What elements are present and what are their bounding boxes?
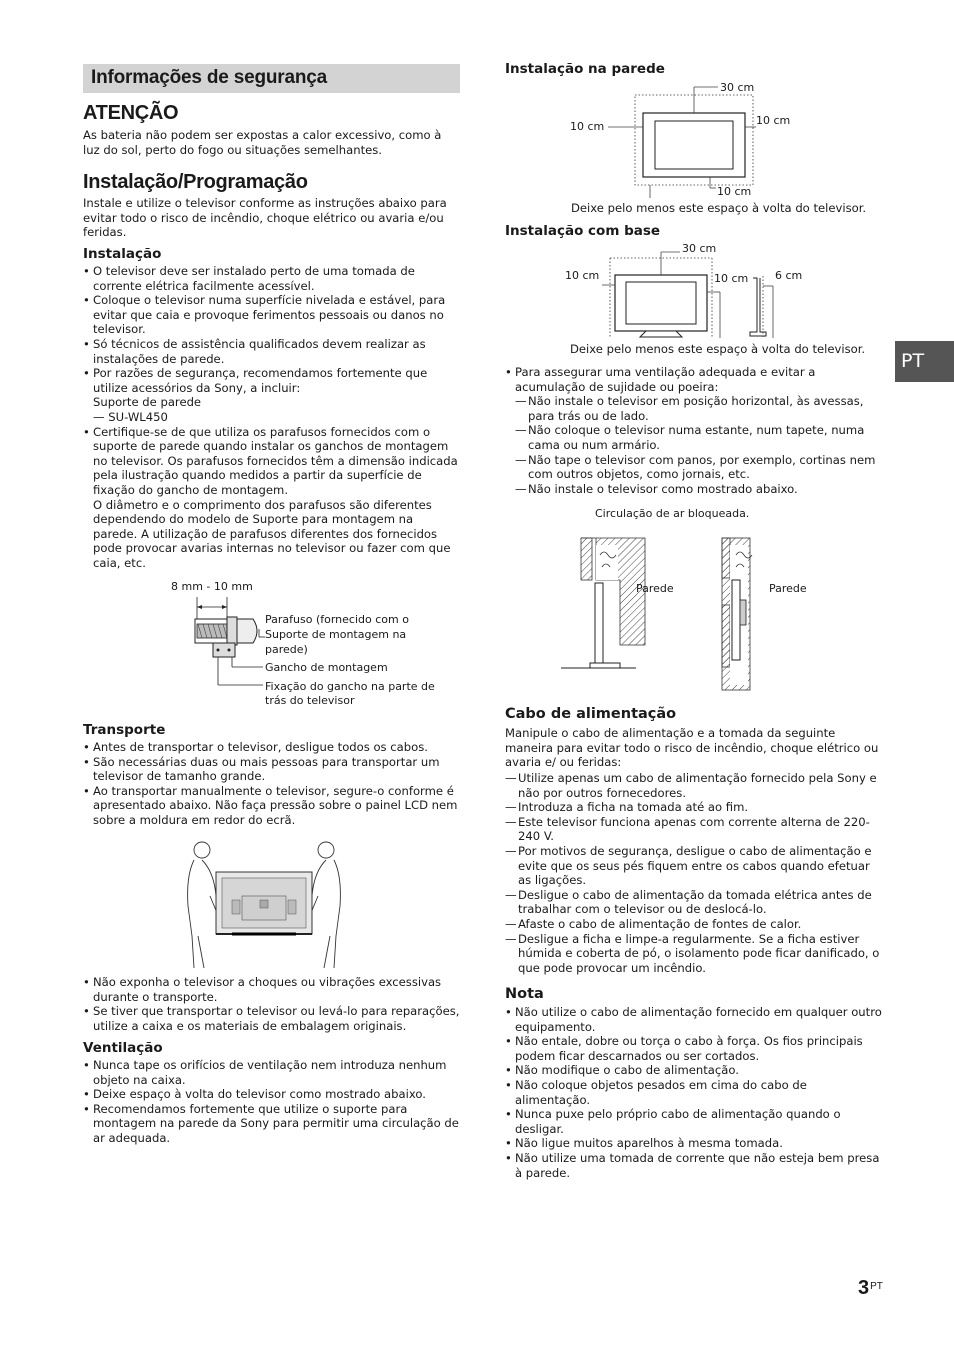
cabo-heading: Cabo de alimentação (505, 706, 677, 722)
list-item: • Não ligue muitos aparelhos à mesma tomada. (505, 1136, 883, 1151)
list-item: • O televisor deve ser instalado perto de uma tomada de corrente elétrica facilmente acessível. (83, 264, 461, 293)
screw-label-line1: Parafuso (fornecido com o (265, 613, 409, 626)
list-item (83, 366, 461, 424)
hook-label: Gancho de montagem (265, 661, 388, 674)
airflow-diagram (556, 505, 826, 695)
atencao-heading: ATENÇÃO (83, 102, 179, 124)
list-item: — Não coloque o televisor numa estante, num tapete, numa cama ou num armário. (515, 423, 883, 452)
ventilation-notes (505, 365, 883, 496)
list-item: — Este televisor funciona apenas com corrente alterna de 220-240 V. (505, 815, 883, 844)
list-item: — Por motivos de segurança, desligue o cabo de alimentação e evite que os seus pés fiquem entre os cabos quando efetuar as ligações. (505, 844, 883, 888)
list-item: — Utilize apenas um cabo de alimentação fornecido pela Sony e não por outros fornecedores. (505, 771, 883, 800)
stand-side-clearance: 6 cm (775, 269, 803, 282)
screw-label-line2: Suporte de montagem na (265, 628, 407, 641)
list-item (83, 425, 461, 571)
screw-label-line3: parede) (265, 643, 308, 656)
list-item: • Nunca puxe pelo próprio cabo de alimentação quando o desligar. (505, 1107, 883, 1136)
transport-illustration (180, 836, 350, 970)
airflow-svg (556, 505, 826, 695)
airflow-caption: Circulação de ar bloqueada. (595, 507, 750, 520)
list-item: • Não utilize uma tomada de corrente que não esteja bem presa à parede. (505, 1151, 883, 1180)
stand-top-clearance: 30 cm (682, 242, 717, 255)
ventilation-notes-list (505, 365, 883, 394)
wall-right-clearance: 10 cm (756, 114, 791, 127)
list-item: — Não tape o televisor com panos, por exemplo, cortinas nem com outros objetos, como jornais, etc. (515, 453, 883, 482)
list-item: — Desligue a ficha e limpe-a regularmente. Se a ficha estiver húmida e coberta de pó, o isolamento pode ficar danificado, o que pode provocar um incêndio. (505, 932, 883, 976)
stand-clearance-svg (560, 240, 870, 340)
transport-illustration-svg (180, 836, 350, 970)
airflow-wall-label-right: Parede (769, 582, 807, 595)
ventilacao-list (83, 1058, 461, 1146)
nota-heading: Nota (505, 986, 544, 1002)
list-item: • Antes de transportar o televisor, desligue todos os cabos. (83, 740, 461, 755)
transporte-list (83, 740, 461, 828)
wall-clearance-diagram (560, 80, 860, 200)
list-item: — Introduza a ficha na tomada até ao fim. (505, 800, 883, 815)
instalacao-list (83, 264, 461, 570)
screw-dimension-label: 8 mm - 10 mm (171, 580, 253, 593)
accessory-model: — SU-WL450 (93, 409, 168, 424)
section-title-bar (83, 64, 460, 93)
accessory-name: Suporte de parede (93, 395, 202, 410)
list-item: • Para assegurar uma ventilação adequada e evitar a acumulação de sujidade ou poeira: (505, 365, 883, 394)
wall-caption: Deixe pelo menos este espaço à volta do televisor. (571, 201, 867, 215)
list-item-text: Certifique-se de que utiliza os parafusos fornecidos com o suporte de parede quando instalar os ganchos de montagem no televisor. Os parafusos fornecidos têm a dimensão indicada pela ilustração quando medidos a partir da superfície de fixação do gancho de montagem. (93, 424, 458, 497)
language-tab: PT (895, 341, 954, 382)
atencao-text: As bateria não podem ser expostas a calor excessivo, como à luz do sol, perto do fogo ou situações semelhantes. (83, 128, 442, 157)
list-item: • Se tiver que transportar o televisor ou levá-lo para reparações, utilize a caixa e os materiais de embalagem originais. (83, 1004, 461, 1033)
stand-right-clearance: 10 cm (714, 272, 749, 285)
airflow-wall-label-left: Parede (636, 582, 674, 595)
screw-diagram-svg (165, 577, 455, 712)
transporte-list-2 (83, 975, 461, 1033)
list-item: • Recomendamos fortemente que utilize o suporte para montagem na parede da Sony para permitir uma circulação de ar adequada. (83, 1102, 461, 1146)
stand-left-clearance: 10 cm (565, 269, 600, 282)
nota-list (505, 1005, 883, 1180)
section-title: Informações de segurança (91, 67, 327, 88)
list-item: • Não modifique o cabo de alimentação. (505, 1063, 883, 1078)
list-item: • Não utilize o cabo de alimentação fornecido em qualquer outro equipamento. (505, 1005, 883, 1034)
list-item: • Não coloque objetos pesados em cima do cabo de alimentação. (505, 1078, 883, 1107)
list-item: — Afaste o cabo de alimentação de fontes de calor. (505, 917, 883, 932)
cabo-list (505, 771, 883, 975)
list-item: — Não instale o televisor em posição horizontal, às avessas, para trás ou de lado. (515, 394, 883, 423)
fix-label-line1: Fixação do gancho na parte de (265, 680, 435, 693)
instalacao-programacao-heading: Instalação/Programação (83, 171, 308, 193)
list-item: • Ao transportar manualmente o televisor, segure-o conforme é apresentado abaixo. Não faça pressão sobre o painel LCD nem sobre a moldura em redor do ecrã. (83, 784, 461, 828)
page-number (858, 1277, 883, 1299)
list-item-text: O diâmetro e o comprimento dos parafusos são diferentes dependendo do modelo de Suporte para montagem na parede. A utilização de parafusos diferentes dos fornecidos pode provocar avarias internas no televisor ou fazer com que caia, etc. (93, 497, 451, 570)
list-item: • Só técnicos de assistência qualificados devem realizar as instalações de parede. (83, 337, 461, 366)
list-item-text: Por razões de segurança, recomendamos fortemente que utilize acessórios da Sony, a incluir: (93, 366, 428, 395)
stand-caption: Deixe pelo menos este espaço à volta do televisor. (570, 342, 866, 356)
wall-left-clearance: 10 cm (570, 120, 605, 133)
list-item: • Não exponha o televisor a choques ou vibrações excessivas durante o transporte. (83, 975, 461, 1004)
ventilation-notes-sublist (515, 394, 883, 496)
transporte-heading: Transporte (83, 722, 166, 738)
page-number-value: 3 (858, 1277, 870, 1299)
list-item: — Desligue o cabo de alimentação da tomada elétrica antes de trabalhar com o televisor ou de deslocá-lo. (505, 888, 883, 917)
list-item: • São necessárias duas ou mais pessoas para transportar um televisor de tamanho grande. (83, 755, 461, 784)
instalacao-programacao-intro: Instale e utilize o televisor conforme as instruções abaixo para evitar todo o risco de incêndio, choque elétrico ou avaria e/ou feridas. (83, 196, 447, 240)
base-heading: Instalação com base (505, 223, 661, 239)
list-item: • Nunca tape os orifícios de ventilação nem introduza nenhum objeto na caixa. (83, 1058, 461, 1087)
fix-label-line2: trás do televisor (265, 694, 355, 707)
list-item: • Deixe espaço à volta do televisor como mostrado abaixo. (83, 1087, 461, 1102)
screw-diagram (165, 577, 455, 712)
page-number-suffix: PT (870, 1281, 883, 1292)
list-item: • Não entale, dobre ou torça o cabo à força. Os fios principais podem ficar descarnados ou ser cortados. (505, 1034, 883, 1063)
wall-clearance-svg (560, 80, 860, 200)
cabo-intro: Manipule o cabo de alimentação e a tomada da seguinte maneira para evitar todo o risco de incêndio, choque elétrico ou avaria e/ ou feridas: (505, 726, 879, 770)
list-item: • Coloque o televisor numa superfície nivelada e estável, para evitar que caia e provoque ferimentos pessoais ou danos no televisor. (83, 293, 461, 337)
parede-heading: Instalação na parede (505, 61, 665, 77)
ventilacao-heading: Ventilação (83, 1040, 163, 1056)
wall-top-clearance: 30 cm (720, 81, 755, 94)
wall-bottom-clearance: 10 cm (717, 185, 752, 198)
instalacao-heading: Instalação (83, 246, 162, 262)
list-item: — Não instale o televisor como mostrado abaixo. (515, 482, 883, 497)
stand-clearance-diagram (560, 240, 870, 340)
